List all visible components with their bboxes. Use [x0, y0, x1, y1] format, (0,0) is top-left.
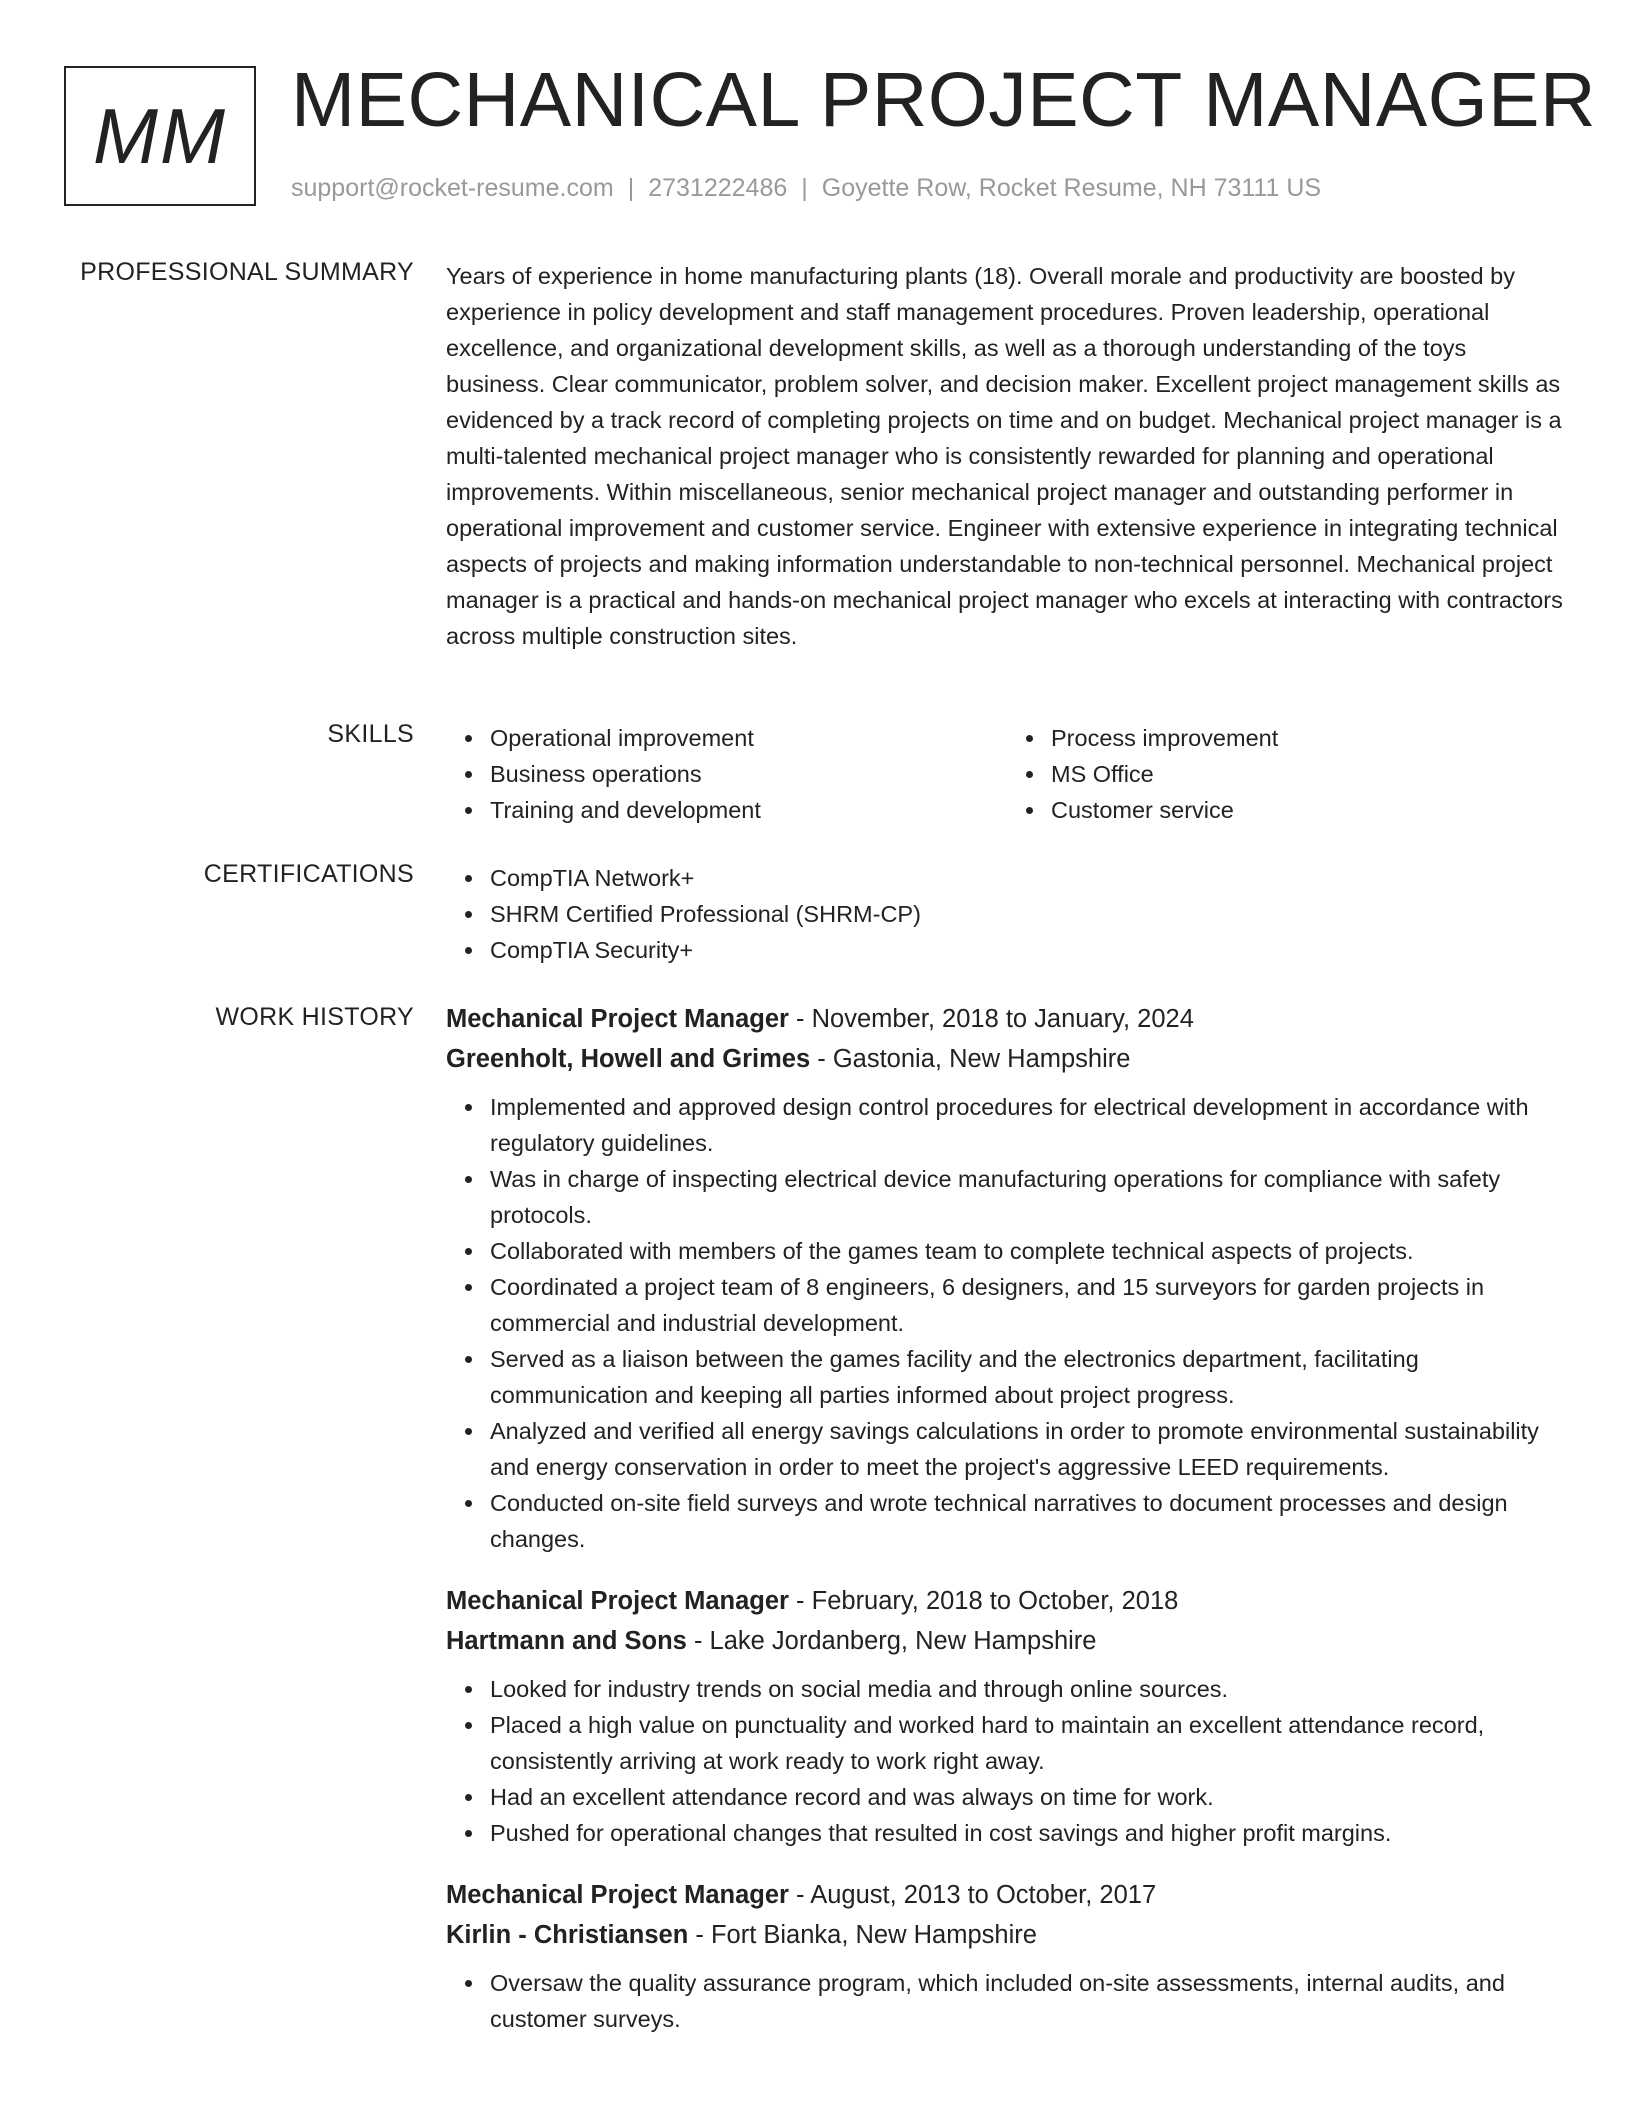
list-item: Was in charge of inspecting electrical device manufacturing operations for compliance with safety protocols. — [490, 1161, 1568, 1233]
job-title-line — [446, 1875, 1568, 1915]
contact-phone[interactable]: 2731222486 — [648, 174, 788, 202]
job-bullets — [446, 1965, 1568, 2037]
job-company-line — [446, 1039, 1568, 1079]
contact-email[interactable]: support@rocket-resume.com — [291, 174, 614, 202]
skills-list-left — [446, 720, 1007, 828]
job-dates: - November, 2018 to January, 2024 — [788, 1005, 1194, 1033]
section-label-certifications: CERTIFICATIONS — [203, 860, 414, 888]
job-company: Hartmann and Sons — [446, 1627, 687, 1655]
job-entry — [446, 999, 1568, 1557]
list-item: Had an excellent attendance record and was always on time for work. — [490, 1779, 1568, 1815]
monogram-logo: MM — [64, 66, 256, 206]
list-item: Process improvement — [1051, 720, 1568, 756]
job-title: Mechanical Project Manager — [446, 1587, 789, 1615]
list-item: Placed a high value on punctuality and worked hard to maintain an excellent attendance record, consistently arriving at work ready to work right away. — [490, 1707, 1568, 1779]
job-title: Mechanical Project Manager — [446, 1005, 789, 1033]
skills-list-right — [1007, 720, 1568, 828]
resume-title: MECHANICAL PROJECT MANAGER — [291, 57, 1597, 143]
job-company-line — [446, 1621, 1568, 1661]
list-item: Served as a liaison between the games facility and the electronics department, facilitating communication and keeping all parties informed about project progress. — [490, 1341, 1568, 1413]
job-company-line — [446, 1915, 1568, 1955]
list-item: Oversaw the quality assurance program, which included on-site assessments, internal audits, and customer surveys. — [490, 1965, 1568, 2037]
list-item: Conducted on-site field surveys and wrote technical narratives to document processes and design changes. — [490, 1485, 1568, 1557]
section-label-work-history: WORK HISTORY — [215, 1003, 414, 1031]
job-bullets — [446, 1089, 1568, 1557]
contact-separator: | — [801, 174, 808, 202]
skills-body — [446, 720, 1568, 828]
job-dates: - February, 2018 to October, 2018 — [788, 1587, 1179, 1615]
list-item: Pushed for operational changes that resulted in cost savings and higher profit margins. — [490, 1815, 1568, 1851]
job-location: - Fort Bianka, New Hampshire — [688, 1921, 1037, 1949]
certifications-list — [446, 860, 1568, 968]
list-item: Analyzed and verified all energy savings calculations in order to promote environmental sustainability and energy conservation in order to meet the project's aggressive LEED requirements. — [490, 1413, 1568, 1485]
list-item: Business operations — [490, 756, 1007, 792]
section-label-summary: PROFESSIONAL SUMMARY — [80, 258, 414, 286]
list-item: Collaborated with members of the games team to complete technical aspects of projects. — [490, 1233, 1568, 1269]
work-history-body — [446, 999, 1568, 2037]
job-title-line — [446, 1581, 1568, 1621]
job-company: Kirlin - Christiansen — [446, 1921, 689, 1949]
list-item: Looked for industry trends on social media and through online sources. — [490, 1671, 1568, 1707]
list-item: Coordinated a project team of 8 engineers, 6 designers, and 15 surveyors for garden projects in commercial and industrial development. — [490, 1269, 1568, 1341]
certifications-body — [446, 860, 1568, 968]
list-item: CompTIA Network+ — [490, 860, 1568, 896]
list-item: Implemented and approved design control procedures for electrical development in accordance with regulatory guidelines. — [490, 1089, 1568, 1161]
summary-body — [446, 258, 1568, 654]
section-label-skills: SKILLS — [327, 720, 414, 748]
job-entry — [446, 1875, 1568, 2037]
job-dates: - August, 2013 to October, 2017 — [788, 1881, 1157, 1909]
contact-address: Goyette Row, Rocket Resume, NH 73111 US — [821, 174, 1322, 202]
list-item: Operational improvement — [490, 720, 1007, 756]
list-item: Training and development — [490, 792, 1007, 828]
job-company: Greenholt, Howell and Grimes — [446, 1045, 811, 1073]
job-title-line — [446, 999, 1568, 1039]
job-entry — [446, 1581, 1568, 1851]
job-bullets — [446, 1671, 1568, 1851]
list-item: Customer service — [1051, 792, 1568, 828]
job-location: - Lake Jordanberg, New Hampshire — [686, 1627, 1097, 1655]
job-location: - Gastonia, New Hampshire — [810, 1045, 1131, 1073]
summary-text: Years of experience in home manufacturing plants (18). Overall morale and productivity are boosted by experience in policy development and staff management procedures. Proven leadership, operational excellence, and organizational development skills, as well as a thorough understanding of the toys business. Clear communicator, problem solver, and decision maker. Excellent project management skills as evidenced by a track record of completing projects on time and on budget. Mechanical project manager is a multi-talented mechanical project manager who is consistently rewarded for planning and operational improvements. Within miscellaneous, senior mechanical project manager and outstanding performer in operational improvement and customer service. Engineer with extensive experience in integrating technical aspects of projects and making information understandable to non-technical personnel. Mechanical project manager is a practical and hands-on mechanical project manager who excels at interacting with contractors across multiple construction sites. — [446, 263, 1563, 649]
list-item: SHRM Certified Professional (SHRM-CP) — [490, 896, 1568, 932]
contact-line — [291, 174, 1321, 203]
list-item: MS Office — [1051, 756, 1568, 792]
job-title: Mechanical Project Manager — [446, 1881, 789, 1909]
list-item: CompTIA Security+ — [490, 932, 1568, 968]
contact-separator: | — [627, 174, 635, 202]
